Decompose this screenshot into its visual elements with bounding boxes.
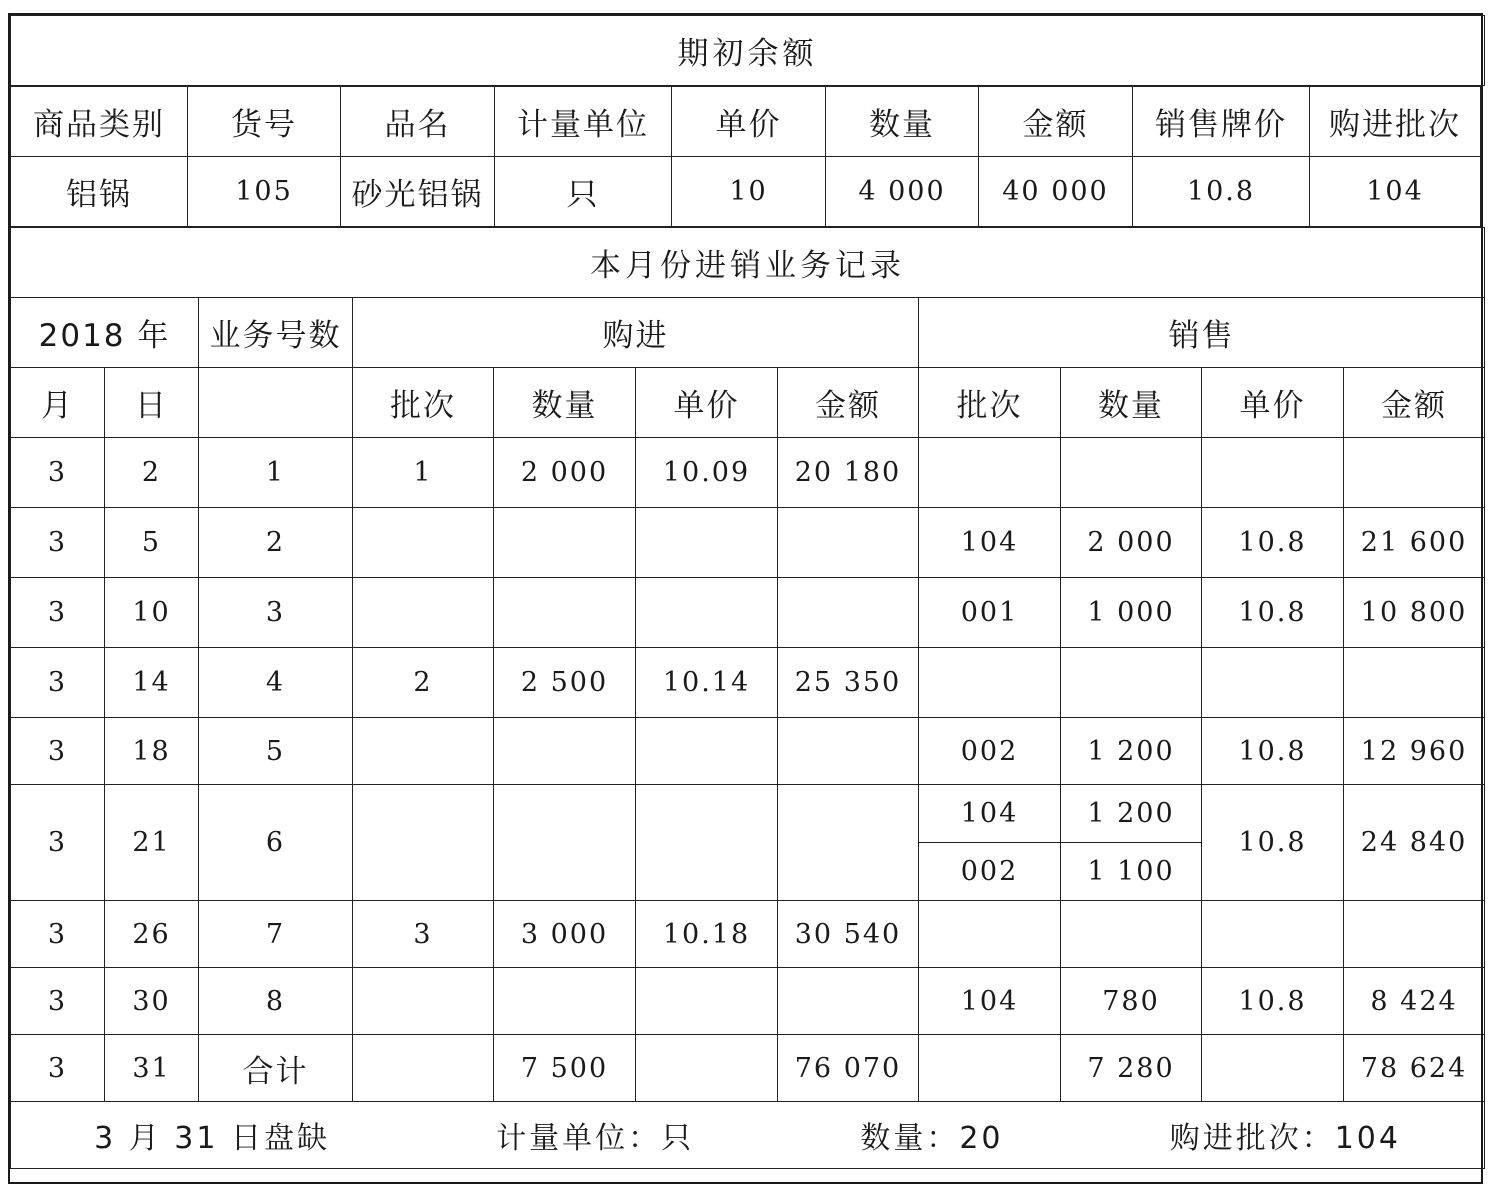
cell-qty: 4 000 <box>826 157 979 227</box>
table-row <box>11 438 1485 508</box>
cell-sales-amount: 78 624 <box>1344 1035 1485 1102</box>
cell-purchase-batch: 2 <box>353 648 494 718</box>
cell-sales-amount: 8 424 <box>1344 968 1485 1035</box>
table-row-split-top <box>11 785 1485 843</box>
biz-no-header: 业务号数 <box>199 298 353 368</box>
cell-purchase-qty: 2 000 <box>494 438 636 508</box>
cell-item-no: 105 <box>188 157 341 227</box>
opening-header-row <box>11 87 1481 157</box>
cell-purchase-batch <box>353 578 494 648</box>
footer-shortage: 3 月 31 日盘缺 <box>94 1121 330 1156</box>
cell-sales-qty: 1 200 <box>1061 718 1202 785</box>
cell-day: 18 <box>105 718 199 785</box>
footer-cell <box>11 1102 1485 1169</box>
cell-purchase-price <box>636 1035 778 1102</box>
col-header: 销售牌价 <box>1133 87 1310 157</box>
cell-sales-price <box>1202 1035 1344 1102</box>
cell-sales-qty <box>1061 438 1202 508</box>
cell-purchase-amount <box>778 785 919 901</box>
sub-header: 批次 <box>919 368 1061 438</box>
footer-batch: 购进批次：104 <box>1169 1121 1401 1156</box>
cell-purchase-price <box>636 718 778 785</box>
cell-purchase-qty <box>494 578 636 648</box>
cell-day: 26 <box>105 901 199 968</box>
cell-sales-price: 10.8 <box>1202 785 1344 901</box>
sub-header: 数量 <box>1061 368 1202 438</box>
opening-title-row <box>11 16 1485 86</box>
col-header: 数量 <box>826 87 979 157</box>
footer-unit: 计量单位：只 <box>496 1121 695 1156</box>
sales-header: 销售 <box>919 298 1485 368</box>
cell-sales-qty: 1 000 <box>1061 578 1202 648</box>
col-header: 购进批次 <box>1310 87 1481 157</box>
cell-purchase-qty <box>494 718 636 785</box>
cell-sales-price: 10.8 <box>1202 968 1344 1035</box>
cell-month: 3 <box>11 508 105 578</box>
cell-biz-no: 7 <box>199 901 353 968</box>
cell-month: 3 <box>11 968 105 1035</box>
table-row <box>11 508 1485 578</box>
cell-day: 5 <box>105 508 199 578</box>
cell-purchase-qty: 7 500 <box>494 1035 636 1102</box>
opening-table <box>10 86 1481 227</box>
cell-purchase-amount <box>778 968 919 1035</box>
cell-biz-no: 6 <box>199 785 353 901</box>
cell-month: 3 <box>11 1035 105 1102</box>
cell-purchase-qty: 2 500 <box>494 648 636 718</box>
cell-unit: 只 <box>495 157 672 227</box>
cell-sales-amount <box>1344 901 1485 968</box>
cell-sales-amount: 24 840 <box>1344 785 1485 901</box>
records-subheader-row <box>11 368 1485 438</box>
cell-month: 3 <box>11 901 105 968</box>
cell-purchase-batch: 3 <box>353 901 494 968</box>
cell-day: 31 <box>105 1035 199 1102</box>
cell-purchase-qty <box>494 968 636 1035</box>
cell-sales-batch: 002 <box>919 843 1061 901</box>
cell-category: 铝锅 <box>11 157 188 227</box>
cell-purchase-amount <box>778 718 919 785</box>
cell-sales-batch <box>919 648 1061 718</box>
cell-list-price: 10.8 <box>1133 157 1310 227</box>
sub-header: 金额 <box>1344 368 1485 438</box>
table-row <box>11 648 1485 718</box>
cell-purchase-price <box>636 578 778 648</box>
records-table <box>10 227 1485 1169</box>
cell-purchase-price <box>636 785 778 901</box>
sub-header: 批次 <box>353 368 494 438</box>
cell-sales-price <box>1202 438 1344 508</box>
cell-purchase-amount <box>778 508 919 578</box>
empty-cell <box>199 368 353 438</box>
cell-purchase-price <box>636 508 778 578</box>
cell-day: 30 <box>105 968 199 1035</box>
cell-sales-amount <box>1344 648 1485 718</box>
cell-biz-no: 2 <box>199 508 353 578</box>
cell-month: 3 <box>11 578 105 648</box>
cell-sales-price: 10.8 <box>1202 718 1344 785</box>
col-header: 货号 <box>188 87 341 157</box>
records-title: 本月份进销业务记录 <box>11 228 1485 298</box>
cell-month: 3 <box>11 718 105 785</box>
cell-sales-qty: 2 000 <box>1061 508 1202 578</box>
cell-sales-qty: 1 100 <box>1061 843 1202 901</box>
cell-total-label: 合计 <box>199 1035 353 1102</box>
cell-sales-batch: 104 <box>919 785 1061 843</box>
records-header-row <box>11 298 1485 368</box>
year-header: 2018 年 <box>11 298 199 368</box>
cell-month: 3 <box>11 785 105 901</box>
purchase-header: 购进 <box>353 298 919 368</box>
cell-month: 3 <box>11 648 105 718</box>
cell-sales-batch <box>919 1035 1061 1102</box>
month-header: 月 <box>11 368 105 438</box>
cell-sales-price: 10.8 <box>1202 578 1344 648</box>
cell-purchase-qty: 3 000 <box>494 901 636 968</box>
cell-purchase-amount: 76 070 <box>778 1035 919 1102</box>
sub-header: 单价 <box>1202 368 1344 438</box>
cell-biz-no: 4 <box>199 648 353 718</box>
cell-purchase-price: 10.14 <box>636 648 778 718</box>
cell-day: 21 <box>105 785 199 901</box>
cell-sales-batch <box>919 901 1061 968</box>
col-header: 计量单位 <box>495 87 672 157</box>
footer-content <box>11 1113 1484 1157</box>
cell-purchase-amount: 20 180 <box>778 438 919 508</box>
cell-month: 3 <box>11 438 105 508</box>
sub-header: 金额 <box>778 368 919 438</box>
cell-sales-qty: 780 <box>1061 968 1202 1035</box>
table-row <box>11 578 1485 648</box>
cell-sales-amount <box>1344 438 1485 508</box>
cell-price: 10 <box>672 157 826 227</box>
cell-day: 10 <box>105 578 199 648</box>
cell-purchase-amount: 25 350 <box>778 648 919 718</box>
cell-day: 2 <box>105 438 199 508</box>
cell-purchase-batch <box>353 785 494 901</box>
cell-purchase-qty <box>494 785 636 901</box>
table-row <box>11 718 1485 785</box>
cell-biz-no: 1 <box>199 438 353 508</box>
footer-row <box>11 1102 1485 1169</box>
cell-sales-price <box>1202 901 1344 968</box>
cell-sales-amount: 10 800 <box>1344 578 1485 648</box>
day-header: 日 <box>105 368 199 438</box>
cell-sales-price <box>1202 648 1344 718</box>
cell-sales-batch: 104 <box>919 968 1061 1035</box>
cell-sales-batch: 104 <box>919 508 1061 578</box>
cell-purchase-price: 10.09 <box>636 438 778 508</box>
footer-qty: 数量：20 <box>860 1121 1004 1156</box>
ledger-frame <box>8 13 1483 1184</box>
cell-purchase-price: 10.18 <box>636 901 778 968</box>
sub-header: 单价 <box>636 368 778 438</box>
cell-day: 14 <box>105 648 199 718</box>
cell-purchase-amount: 30 540 <box>778 901 919 968</box>
table-row <box>11 901 1485 968</box>
cell-sales-qty: 7 280 <box>1061 1035 1202 1102</box>
cell-biz-no: 8 <box>199 968 353 1035</box>
cell-sales-qty: 1 200 <box>1061 785 1202 843</box>
opening-title: 期初余额 <box>11 16 1485 86</box>
col-header: 商品类别 <box>11 87 188 157</box>
cell-purchase-batch: 1 <box>353 438 494 508</box>
cell-sales-batch: 002 <box>919 718 1061 785</box>
cell-purchase-batch <box>353 1035 494 1102</box>
cell-sales-batch: 001 <box>919 578 1061 648</box>
cell-sales-qty <box>1061 901 1202 968</box>
table-row <box>11 968 1485 1035</box>
records-title-row <box>11 228 1485 298</box>
cell-purchase-batch <box>353 718 494 785</box>
sub-header: 数量 <box>494 368 636 438</box>
cell-batch: 104 <box>1310 157 1481 227</box>
opening-data-row <box>11 157 1481 227</box>
total-row <box>11 1035 1485 1102</box>
cell-purchase-price <box>636 968 778 1035</box>
cell-biz-no: 3 <box>199 578 353 648</box>
cell-sales-batch <box>919 438 1061 508</box>
ledger-table <box>10 15 1485 86</box>
cell-amount: 40 000 <box>979 157 1133 227</box>
cell-purchase-batch <box>353 968 494 1035</box>
cell-purchase-qty <box>494 508 636 578</box>
cell-sales-amount: 12 960 <box>1344 718 1485 785</box>
cell-biz-no: 5 <box>199 718 353 785</box>
cell-item-name: 砂光铝锅 <box>341 157 495 227</box>
col-header: 金额 <box>979 87 1133 157</box>
cell-purchase-batch <box>353 508 494 578</box>
cell-sales-amount: 21 600 <box>1344 508 1485 578</box>
col-header: 品名 <box>341 87 495 157</box>
cell-sales-price: 10.8 <box>1202 508 1344 578</box>
cell-sales-qty <box>1061 648 1202 718</box>
col-header: 单价 <box>672 87 826 157</box>
cell-purchase-amount <box>778 578 919 648</box>
